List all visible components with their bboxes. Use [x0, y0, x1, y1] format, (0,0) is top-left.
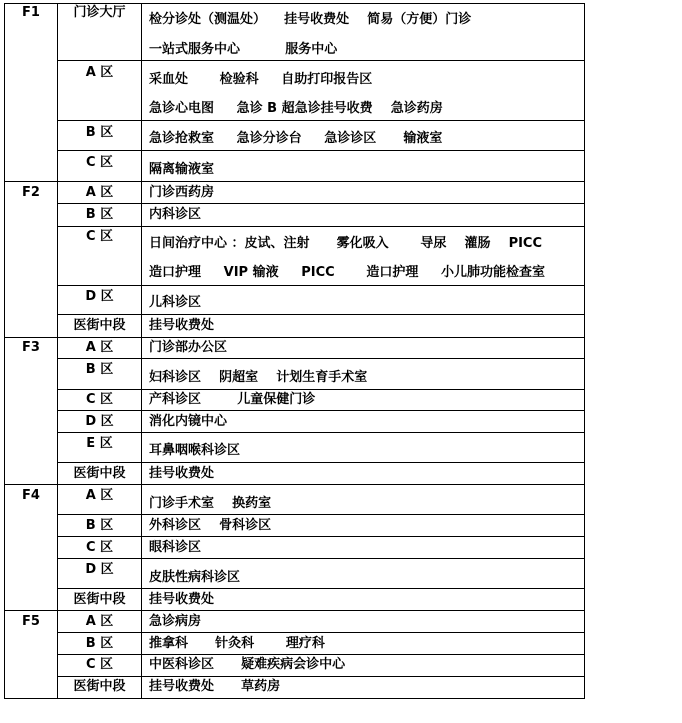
department-line: 推拿科 针灸科 理疗科 [149, 636, 325, 651]
zone-separator [57, 676, 585, 677]
floor-separator [4, 610, 585, 611]
zone-label: D 区 [85, 289, 114, 304]
zone-separator [57, 410, 585, 411]
zone-separator [57, 389, 585, 390]
zone-label: A 区 [85, 340, 114, 355]
zone-label: C 区 [85, 392, 114, 407]
zone-label: B 区 [85, 636, 114, 651]
zone-separator [57, 150, 585, 151]
zone-label: 门诊大厅 [73, 5, 126, 20]
department-line: 儿科诊区 [149, 295, 202, 310]
zone-separator [57, 632, 585, 633]
floor-label: F5 [22, 614, 40, 629]
department-line: 门诊部办公区 [149, 340, 228, 355]
zone-label: E 区 [86, 436, 113, 451]
department-line: 挂号收费处 [149, 318, 215, 333]
zone-separator [57, 285, 585, 286]
department-line: 一站式服务中心 服务中心 [149, 42, 338, 57]
zone-label: B 区 [85, 207, 114, 222]
table-border-right [584, 3, 585, 698]
floor-label: F4 [22, 488, 40, 503]
department-line: 消化内镜中心 [149, 414, 228, 429]
department-line: 眼科诊区 [149, 540, 202, 555]
zone-separator [57, 120, 585, 121]
department-line: 挂号收费处 [149, 466, 215, 481]
zone-label: B 区 [85, 362, 114, 377]
department-line: 皮肤性病科诊区 [149, 570, 241, 585]
department-line: 中医科诊区 疑难疾病会诊中心 [149, 657, 346, 672]
department-line: 门诊西药房 [149, 185, 215, 200]
zone-separator [57, 536, 585, 537]
department-line: 急诊抢救室 急诊分诊台 急诊诊区 输液室 [149, 131, 443, 146]
zone-separator [57, 588, 585, 589]
zone-label: C 区 [85, 229, 114, 244]
zone-label: D 区 [85, 562, 114, 577]
department-line: 产科诊区 儿童保健门诊 [149, 392, 316, 407]
department-line: 门诊手术室 换药室 [149, 496, 272, 511]
table-border-top [4, 3, 585, 4]
department-line: 耳鼻咽喉科诊区 [149, 443, 241, 458]
zone-label: D 区 [85, 414, 114, 429]
zone-separator [57, 60, 585, 61]
zone-separator [57, 462, 585, 463]
department-line: 妇科诊区 阴超室 计划生育手术室 [149, 370, 368, 385]
department-line: 外科诊区 骨科诊区 [149, 518, 272, 533]
zone-separator [57, 432, 585, 433]
floor-label: F1 [22, 5, 40, 20]
zone-column-divider [141, 3, 142, 698]
zone-separator [57, 654, 585, 655]
zone-label: B 区 [85, 518, 114, 533]
department-line: 挂号收费处 [149, 592, 215, 607]
zone-label: 医街中段 [73, 592, 126, 607]
department-line: 急诊病房 [149, 614, 202, 629]
department-line: 急诊心电图 急诊 B 超急诊挂号收费 急诊药房 [149, 101, 443, 116]
department-line: 造口护理 VIP 输液 PICC 造口护理 小儿肺功能检查室 [149, 265, 545, 280]
floor-label: F3 [22, 340, 40, 355]
department-line: 检分诊处（测温处） 挂号收费处 简易（方便）门诊 [149, 12, 472, 27]
department-line: 隔离输液室 [149, 162, 215, 177]
zone-label: A 区 [85, 614, 114, 629]
zone-label: A 区 [85, 65, 114, 80]
zone-separator [57, 514, 585, 515]
zone-separator [57, 203, 585, 204]
zone-label: C 区 [85, 540, 114, 555]
zone-separator [57, 226, 585, 227]
zone-separator [57, 358, 585, 359]
zone-label: C 区 [85, 155, 114, 170]
zone-label: B 区 [85, 125, 114, 140]
department-line: 挂号收费处 草药房 [149, 679, 281, 694]
floor-separator [4, 181, 585, 182]
floor-separator [4, 337, 585, 338]
floor-label: F2 [22, 185, 40, 200]
floor-separator [4, 484, 585, 485]
zone-label: 医街中段 [73, 679, 126, 694]
zone-label: 医街中段 [73, 318, 126, 333]
zone-label: A 区 [85, 488, 114, 503]
department-line: 日间治疗中心 ：皮试、注射 雾化吸入 导尿 灌肠 PICC [149, 236, 543, 251]
zone-label: A 区 [85, 185, 114, 200]
zone-label: 医街中段 [73, 466, 126, 481]
zone-separator [57, 558, 585, 559]
department-line: 采血处 检验科 自助打印报告区 [149, 72, 373, 87]
floor-separator [4, 698, 585, 699]
department-line: 内科诊区 [149, 207, 202, 222]
zone-label: C 区 [85, 657, 114, 672]
zone-separator [57, 314, 585, 315]
